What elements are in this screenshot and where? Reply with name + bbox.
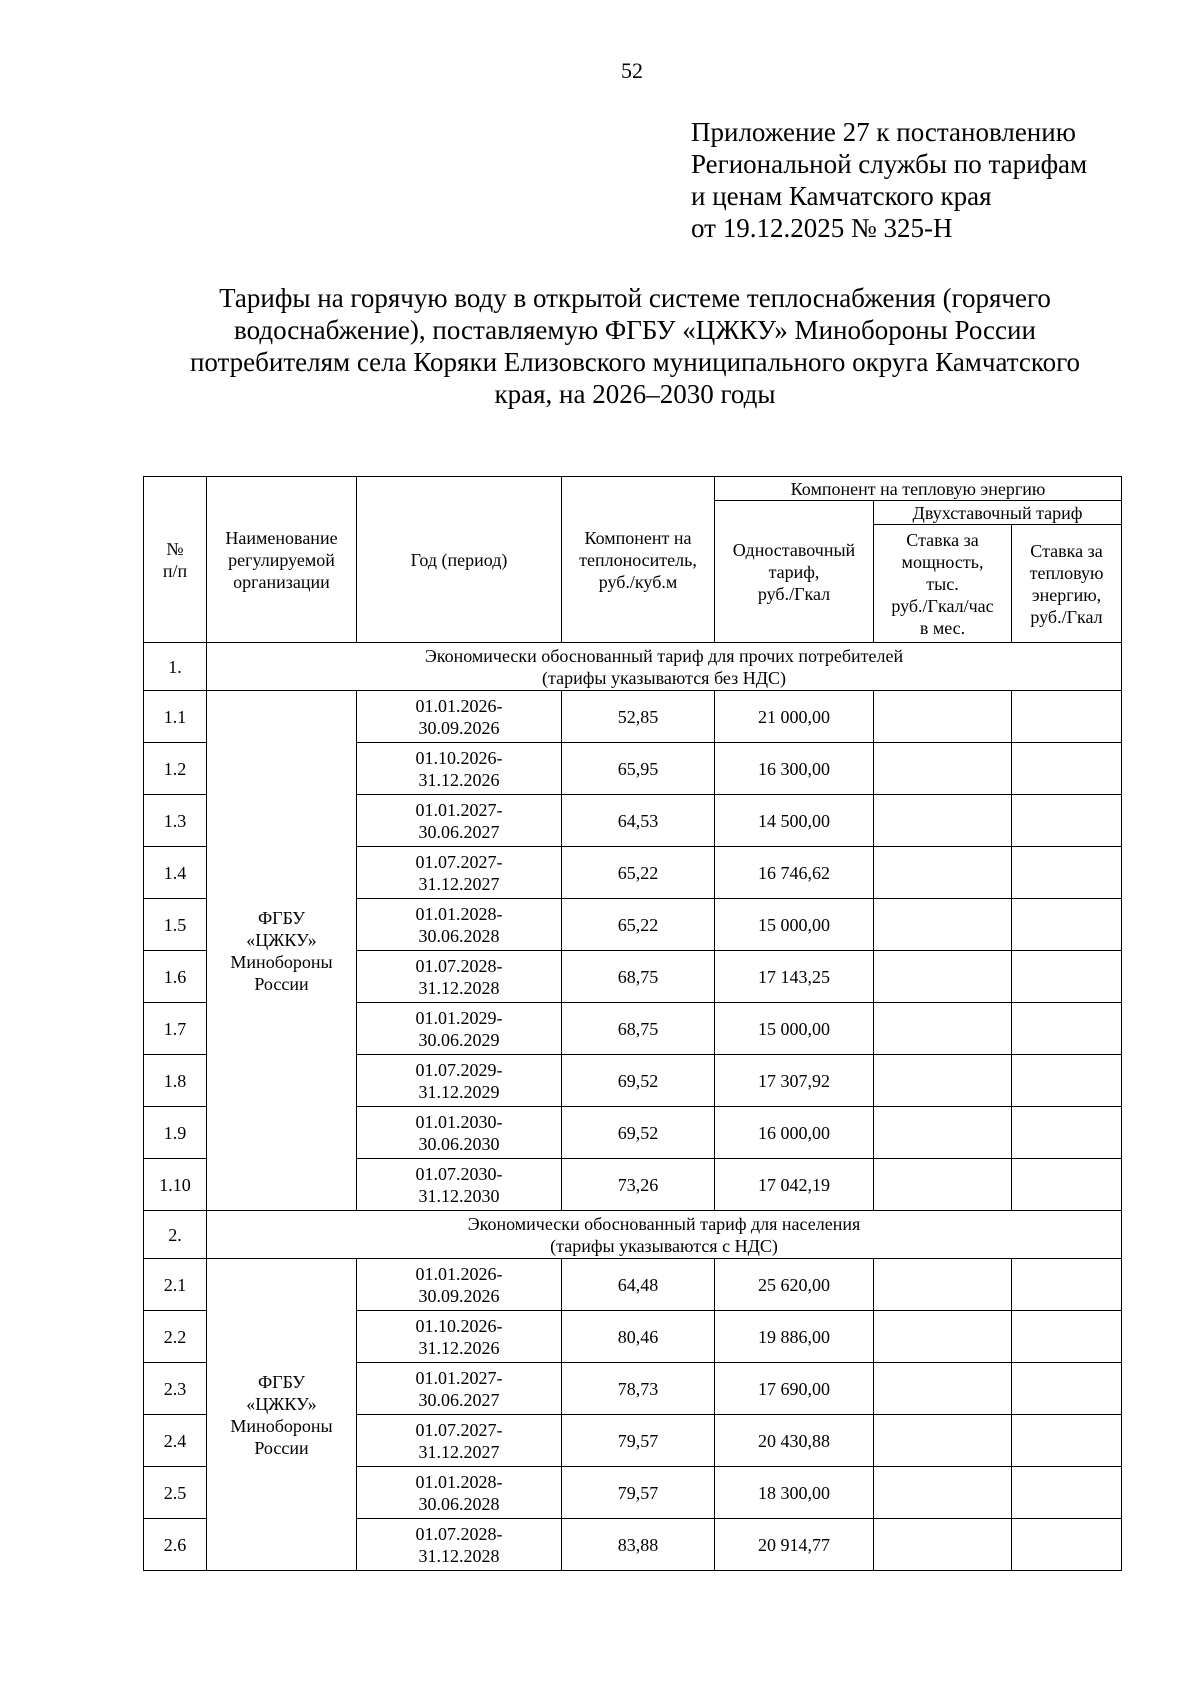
header-num: № п/п	[144, 477, 207, 643]
organization-line: Минобороны	[230, 951, 333, 972]
period-start: 01.01.2026-	[415, 695, 503, 716]
capacity-rate-value	[874, 1107, 1012, 1159]
appendix-line: и ценам Камчатского края	[691, 181, 992, 211]
energy-rate-value	[1012, 1363, 1122, 1415]
energy-rate-value	[1012, 1003, 1122, 1055]
period-start: 01.01.2030-	[415, 1111, 503, 1132]
row-number: 2.1	[144, 1259, 207, 1311]
period-end: 30.09.2026	[418, 717, 500, 738]
energy-rate-value	[1012, 1467, 1122, 1519]
appendix-reference	[691, 116, 1087, 244]
period-start: 01.01.2028-	[415, 1471, 503, 1492]
carrier-value: 65,22	[562, 899, 715, 951]
table-row	[144, 1259, 1122, 1311]
period-start: 01.07.2027-	[415, 851, 503, 872]
period-start: 01.01.2027-	[415, 799, 503, 820]
energy-rate-value	[1012, 1415, 1122, 1467]
period-end: 30.06.2028	[418, 1493, 500, 1514]
section-row	[144, 643, 1122, 691]
capacity-rate-value	[874, 795, 1012, 847]
period-start: 01.10.2026-	[415, 1315, 503, 1336]
capacity-rate-value	[874, 951, 1012, 1003]
energy-rate-value	[1012, 1055, 1122, 1107]
table-row	[144, 691, 1122, 743]
capacity-rate-value	[874, 691, 1012, 743]
period	[357, 795, 562, 847]
appendix-line: от 19.12.2025 № 325-Н	[691, 213, 953, 243]
single-rate-value: 16 300,00	[715, 743, 874, 795]
section-caption-line: (тарифы указываются с НДС)	[550, 1235, 778, 1256]
section-caption-line: Экономически обоснованный тариф для прочих потребителей	[424, 645, 904, 666]
energy-rate-value	[1012, 1311, 1122, 1363]
row-number: 1.5	[144, 899, 207, 951]
carrier-value: 79,57	[562, 1467, 715, 1519]
page-number: 52	[621, 58, 643, 83]
row-number: 1.9	[144, 1107, 207, 1159]
period-end: 30.09.2026	[418, 1285, 500, 1306]
organization-line: России	[254, 973, 309, 994]
section-row	[144, 1211, 1122, 1259]
period-end: 31.12.2028	[418, 977, 500, 998]
period	[357, 1311, 562, 1363]
organization-line: Минобороны	[230, 1415, 333, 1436]
carrier-value: 68,75	[562, 1003, 715, 1055]
carrier-value: 65,22	[562, 847, 715, 899]
period-end: 30.06.2027	[418, 1389, 500, 1410]
energy-rate-value	[1012, 743, 1122, 795]
single-rate-value: 16 000,00	[715, 1107, 874, 1159]
capacity-rate-value	[874, 847, 1012, 899]
period	[357, 1107, 562, 1159]
capacity-rate-value	[874, 899, 1012, 951]
single-rate-value: 20 430,88	[715, 1415, 874, 1467]
capacity-rate-value	[874, 1363, 1012, 1415]
single-rate-value: 14 500,00	[715, 795, 874, 847]
energy-rate-value	[1012, 847, 1122, 899]
row-number: 1.2	[144, 743, 207, 795]
period-start: 01.07.2028-	[415, 1523, 503, 1544]
energy-rate-value	[1012, 1107, 1122, 1159]
header-capacity-rate: Ставка за мощность, тыс. руб./Гкал/час в мес.	[874, 525, 1012, 643]
single-rate-value: 16 746,62	[715, 847, 874, 899]
period	[357, 951, 562, 1003]
carrier-value: 64,48	[562, 1259, 715, 1311]
single-rate-value: 21 000,00	[715, 691, 874, 743]
row-number: 1.10	[144, 1159, 207, 1211]
carrier-value: 69,52	[562, 1055, 715, 1107]
row-number: 1.1	[144, 691, 207, 743]
section-number: 2.	[144, 1211, 207, 1259]
document-title	[130, 282, 1140, 410]
row-number: 1.3	[144, 795, 207, 847]
header-single-rate: Одноставочный тариф, руб./Гкал	[715, 501, 874, 643]
period-end: 31.12.2028	[418, 1545, 500, 1566]
carrier-value: 79,57	[562, 1415, 715, 1467]
period	[357, 1003, 562, 1055]
period	[357, 1159, 562, 1211]
period	[357, 899, 562, 951]
period	[357, 1519, 562, 1571]
capacity-rate-value	[874, 743, 1012, 795]
single-rate-value: 19 886,00	[715, 1311, 874, 1363]
carrier-value: 52,85	[562, 691, 715, 743]
carrier-value: 69,52	[562, 1107, 715, 1159]
period-start: 01.07.2029-	[415, 1059, 503, 1080]
row-number: 2.5	[144, 1467, 207, 1519]
period-end: 30.06.2027	[418, 821, 500, 842]
organization-name	[207, 1259, 357, 1571]
period-start: 01.07.2028-	[415, 955, 503, 976]
title-line: потребителям села Коряки Елизовского муниципального округа Камчатского	[189, 347, 1081, 377]
energy-rate-value	[1012, 795, 1122, 847]
title-line: края, на 2026–2030 годы	[494, 379, 776, 409]
energy-rate-value	[1012, 1259, 1122, 1311]
period-end: 31.12.2026	[418, 769, 500, 790]
single-rate-value: 18 300,00	[715, 1467, 874, 1519]
period-end: 30.06.2030	[418, 1133, 500, 1154]
capacity-rate-value	[874, 1159, 1012, 1211]
header-period: Год (период)	[357, 477, 562, 643]
section-caption-line: (тарифы указываются без НДС)	[542, 667, 786, 688]
period-start: 01.01.2027-	[415, 1367, 503, 1388]
appendix-line: Приложение 27 к постановлению	[691, 117, 1076, 147]
energy-rate-value	[1012, 1519, 1122, 1571]
organization-line: «ЦЖКУ»	[246, 1393, 317, 1414]
single-rate-value: 17 690,00	[715, 1363, 874, 1415]
carrier-value: 73,26	[562, 1159, 715, 1211]
period-start: 01.01.2026-	[415, 1263, 503, 1284]
header-two-rate-group: Двухставочный тариф	[874, 501, 1122, 525]
section-caption	[207, 643, 1122, 691]
period-start: 01.01.2029-	[415, 1007, 503, 1028]
single-rate-value: 17 143,25	[715, 951, 874, 1003]
row-number: 2.2	[144, 1311, 207, 1363]
period	[357, 1415, 562, 1467]
carrier-value: 65,95	[562, 743, 715, 795]
capacity-rate-value	[874, 1415, 1012, 1467]
row-number: 1.7	[144, 1003, 207, 1055]
organization-line: ФГБУ	[257, 907, 306, 928]
period	[357, 1467, 562, 1519]
row-number: 2.6	[144, 1519, 207, 1571]
carrier-value: 68,75	[562, 951, 715, 1003]
capacity-rate-value	[874, 1003, 1012, 1055]
period-start: 01.07.2030-	[415, 1163, 503, 1184]
period-start: 01.07.2027-	[415, 1419, 503, 1440]
tariff-table	[143, 476, 1122, 1571]
organization-line: России	[254, 1437, 309, 1458]
single-rate-value: 17 042,19	[715, 1159, 874, 1211]
single-rate-value: 17 307,92	[715, 1055, 874, 1107]
single-rate-value: 15 000,00	[715, 1003, 874, 1055]
section-caption-line: Экономически обоснованный тариф для населения	[467, 1213, 861, 1234]
single-rate-value: 20 914,77	[715, 1519, 874, 1571]
row-number: 1.6	[144, 951, 207, 1003]
period-end: 31.12.2027	[418, 1441, 500, 1462]
single-rate-value: 15 000,00	[715, 899, 874, 951]
period-start: 01.10.2026-	[415, 747, 503, 768]
period	[357, 1259, 562, 1311]
organization-name	[207, 691, 357, 1211]
capacity-rate-value	[874, 1519, 1012, 1571]
energy-rate-value	[1012, 951, 1122, 1003]
header-carrier: Компонент на теплоноситель, руб./куб.м	[562, 477, 715, 643]
header-energy-rate: Ставка за тепловую энергию, руб./Гкал	[1012, 525, 1122, 643]
section-caption	[207, 1211, 1122, 1259]
energy-rate-value	[1012, 1159, 1122, 1211]
row-number: 2.4	[144, 1415, 207, 1467]
period	[357, 847, 562, 899]
appendix-line: Региональной службы по тарифам	[691, 149, 1088, 179]
period-end: 30.06.2028	[418, 925, 500, 946]
single-rate-value: 25 620,00	[715, 1259, 874, 1311]
capacity-rate-value	[874, 1467, 1012, 1519]
period-end: 31.12.2026	[418, 1337, 500, 1358]
period	[357, 1055, 562, 1107]
section-number: 1.	[144, 643, 207, 691]
period-end: 30.06.2029	[418, 1029, 500, 1050]
period-end: 31.12.2027	[418, 873, 500, 894]
capacity-rate-value	[874, 1259, 1012, 1311]
header-org: Наименование регулируемой организации	[207, 477, 357, 643]
carrier-value: 83,88	[562, 1519, 715, 1571]
energy-rate-value	[1012, 899, 1122, 951]
title-line: Тарифы на горячую воду в открытой системе теплоснабжения (горячего	[219, 283, 1051, 313]
energy-rate-value	[1012, 691, 1122, 743]
period	[357, 691, 562, 743]
carrier-value: 78,73	[562, 1363, 715, 1415]
carrier-value: 80,46	[562, 1311, 715, 1363]
capacity-rate-value	[874, 1055, 1012, 1107]
organization-line: ФГБУ	[257, 1371, 306, 1392]
capacity-rate-value	[874, 1311, 1012, 1363]
period	[357, 1363, 562, 1415]
row-number: 2.3	[144, 1363, 207, 1415]
carrier-value: 64,53	[562, 795, 715, 847]
period	[357, 743, 562, 795]
organization-line: «ЦЖКУ»	[246, 929, 317, 950]
row-number: 1.4	[144, 847, 207, 899]
header-energy-group: Компонент на тепловую энергию	[715, 477, 1122, 501]
period-end: 31.12.2029	[418, 1081, 500, 1102]
title-line: водоснабжение), поставляемую ФГБУ «ЦЖКУ» Минобороны России	[234, 315, 1036, 345]
period-start: 01.01.2028-	[415, 903, 503, 924]
row-number: 1.8	[144, 1055, 207, 1107]
period-end: 31.12.2030	[418, 1185, 500, 1206]
